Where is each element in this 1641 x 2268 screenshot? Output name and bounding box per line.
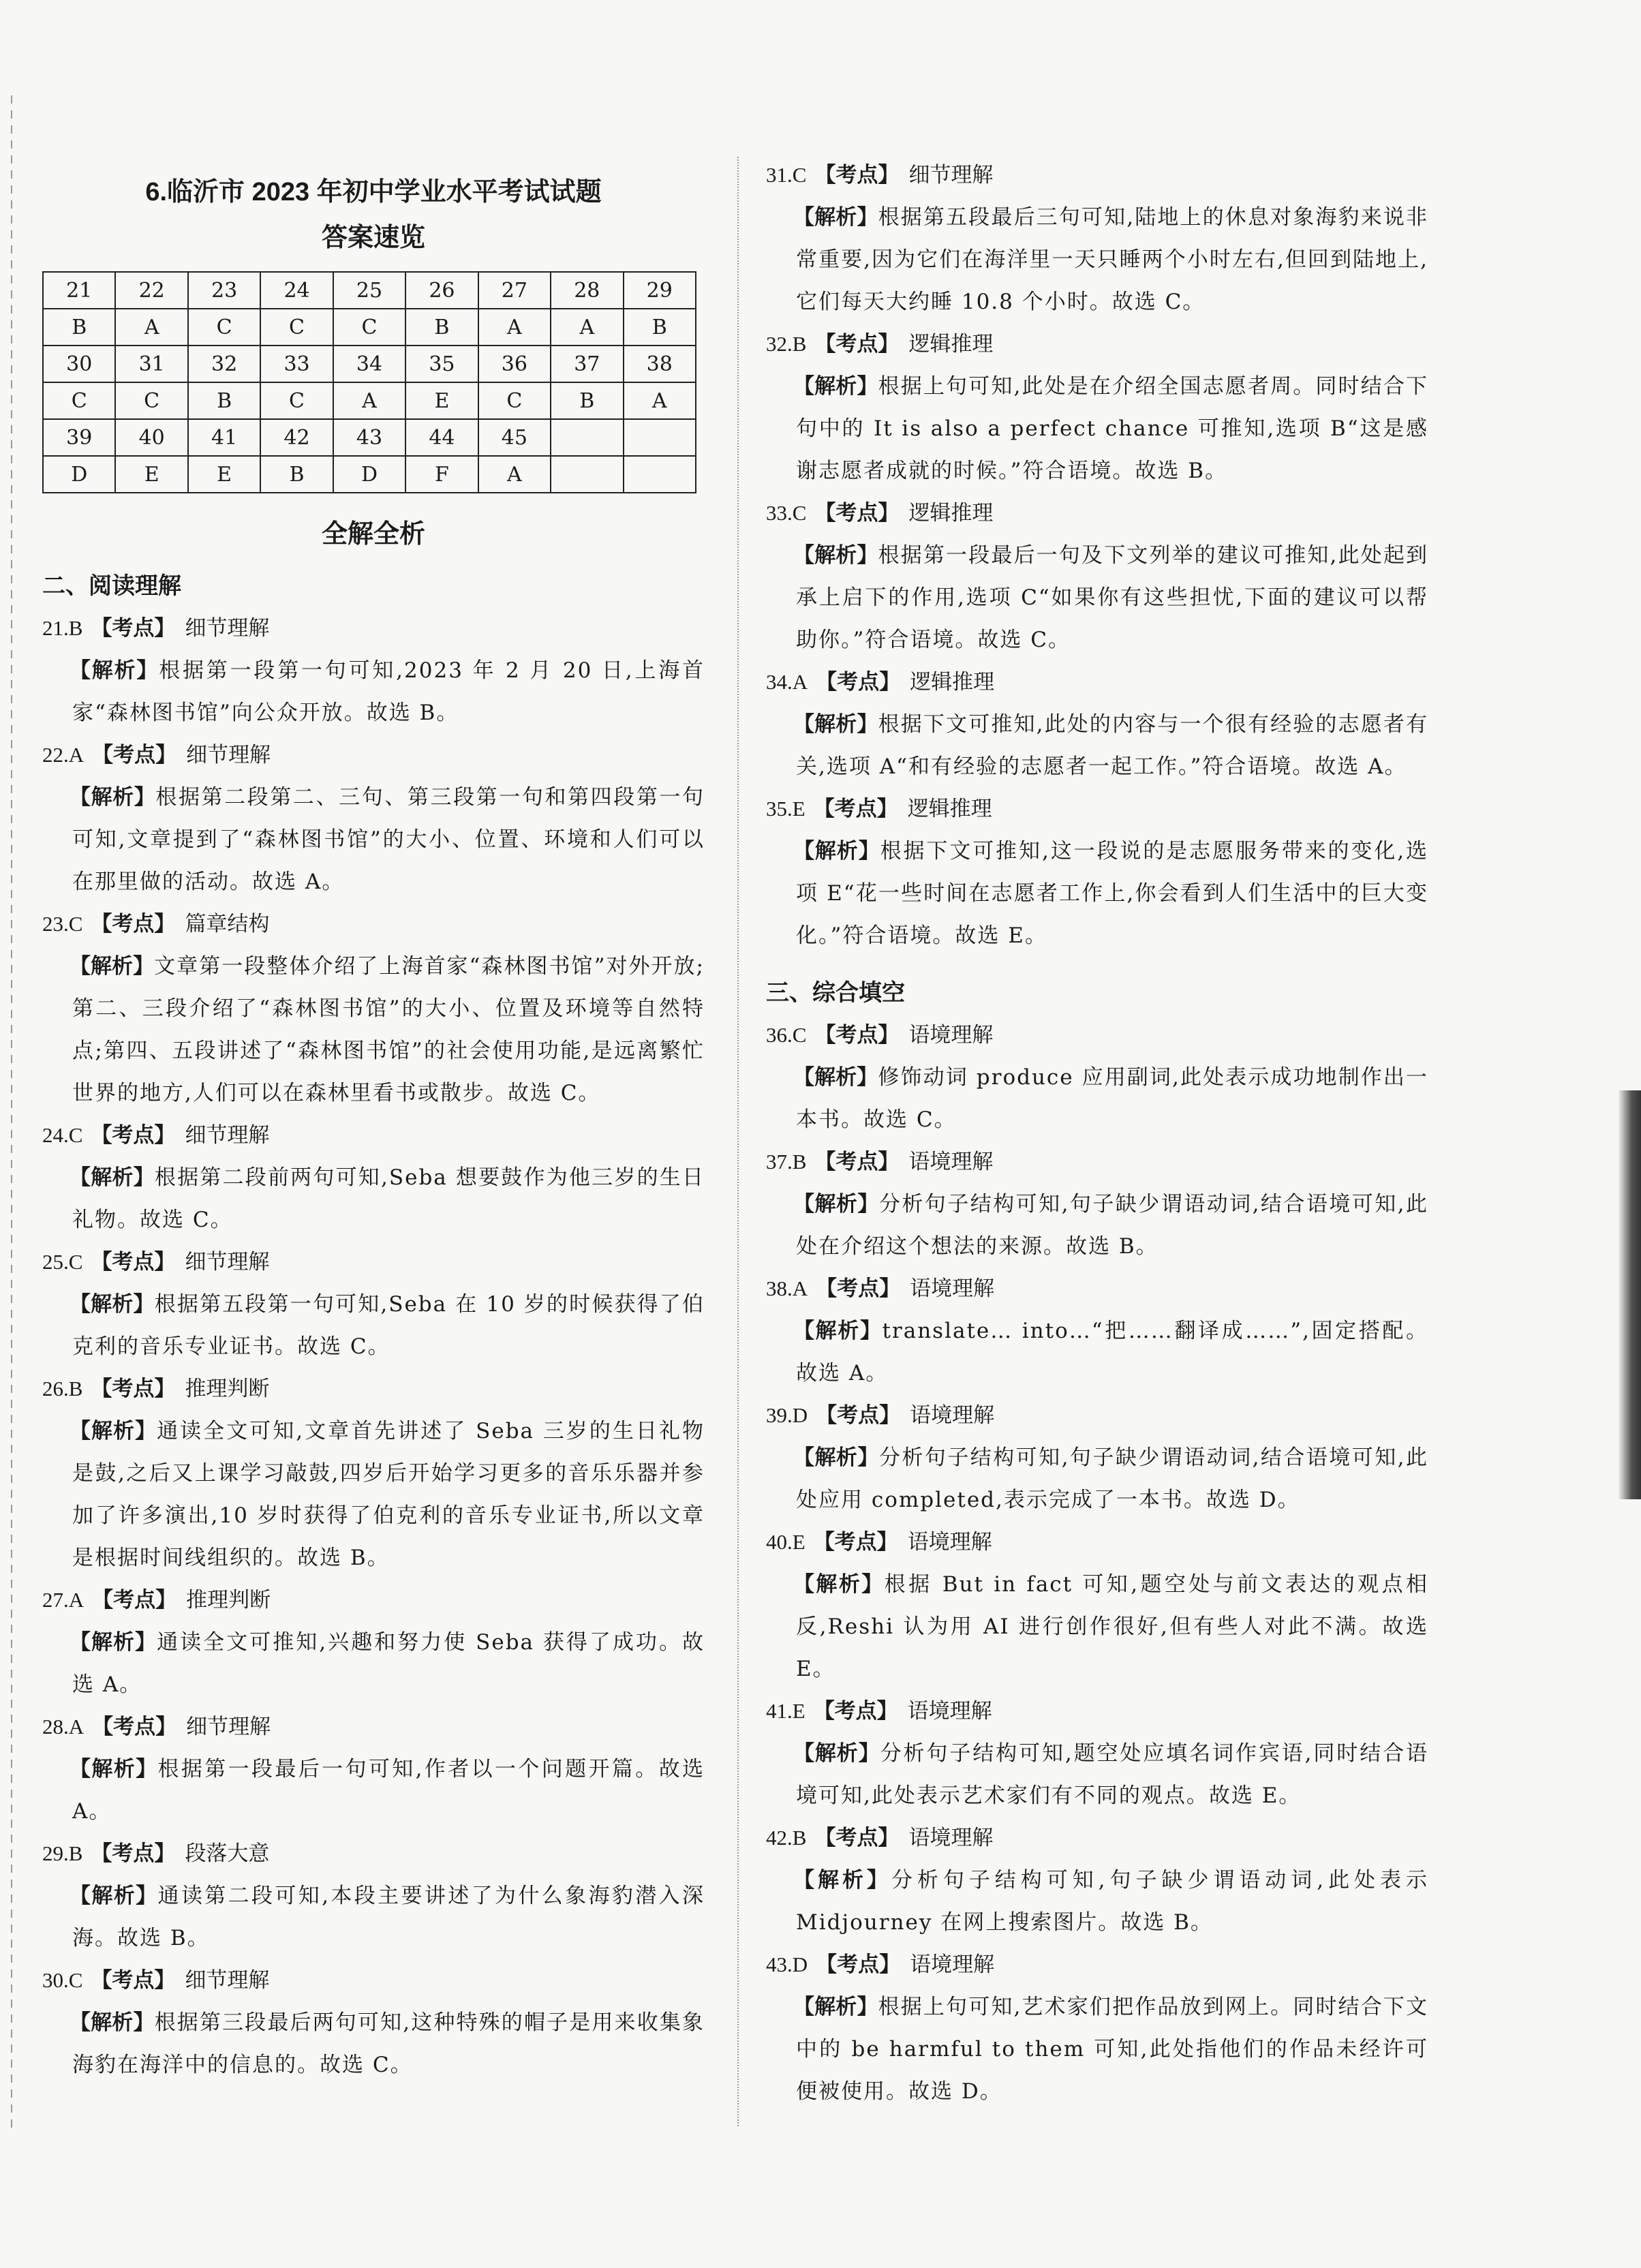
answer-entry xyxy=(42,734,705,903)
analysis-text xyxy=(766,1859,1428,1944)
answer-entry xyxy=(42,1959,705,2086)
jiexi-label: 【解析】 xyxy=(793,712,878,736)
kaodian-label: 【考点】 xyxy=(813,1530,898,1554)
jiexi-label: 【解析】 xyxy=(793,1741,880,1765)
jiexi-label: 【解析】 xyxy=(793,1319,883,1343)
answer-cell: 26 xyxy=(405,272,478,309)
answer-cell: B xyxy=(260,456,333,493)
kaodian-type: 语境理解 xyxy=(908,1826,994,1850)
question-number: 26.B xyxy=(42,1377,83,1400)
analysis-text xyxy=(42,776,705,903)
answer-entry xyxy=(42,1579,705,1706)
question-number: 38.A xyxy=(766,1276,808,1300)
section-heading: 二、阅读理解 xyxy=(42,573,181,599)
question-number: 23.C xyxy=(42,912,83,936)
answer-cell: 37 xyxy=(551,346,623,382)
question-number: 32.B xyxy=(766,332,807,356)
kaodian-label: 【考点】 xyxy=(814,1023,900,1047)
kaodian-label: 【考点】 xyxy=(813,797,898,821)
analysis-body: 根据第二段前两句可知,Seba 想要鼓作为他三岁的生日礼物。故选 C。 xyxy=(72,1165,705,1232)
question-number: 24.C xyxy=(42,1123,83,1147)
question-number: 40.E xyxy=(766,1530,806,1554)
analysis-text xyxy=(766,1056,1428,1141)
page-title: 6.临沂市 2023 年初中学业水平考试试题 xyxy=(145,178,602,206)
answer-entry xyxy=(766,1817,1428,1944)
analysis-body: 根据第五段最后三句可知,陆地上的休息对象海豹来说非常重要,因为它们在海洋里一天只睡两个小时左右,但回到陆地上,它们每天大约睡 10.8 个小时。故选 C。 xyxy=(796,205,1428,314)
jiexi-label: 【解析】 xyxy=(793,1065,878,1089)
kaodian-label: 【考点】 xyxy=(814,1826,900,1850)
answer-cell: 36 xyxy=(478,346,551,382)
analysis-text xyxy=(766,365,1428,492)
question-line xyxy=(42,1114,705,1156)
answer-entry xyxy=(766,788,1428,957)
answer-cell: B xyxy=(624,309,696,346)
answer-cell: A xyxy=(478,309,551,346)
scan-shadow xyxy=(1618,1090,1641,1499)
answer-entry xyxy=(766,1521,1428,1690)
answer-cell: 27 xyxy=(478,272,551,309)
question-line xyxy=(766,1817,1428,1859)
answer-entry xyxy=(766,323,1428,492)
full-analysis-heading: 全解全析 xyxy=(321,518,425,549)
kaodian-type: 细节理解 xyxy=(185,1968,270,1993)
question-line xyxy=(42,1579,705,1621)
kaodian-label: 【考点】 xyxy=(91,1968,176,1992)
answer-entry xyxy=(42,607,705,734)
kaodian-type: 语境理解 xyxy=(910,1403,995,1428)
question-number: 42.B xyxy=(766,1826,807,1850)
answer-cell: C xyxy=(260,309,333,346)
answer-letter-row xyxy=(43,309,696,346)
analysis-text xyxy=(766,1732,1428,1817)
kaodian-type: 语境理解 xyxy=(907,1699,992,1723)
answer-cell: 38 xyxy=(624,346,696,382)
analysis-body: 根据下文可推知,此处的内容与一个很有经验的志愿者有关,选项 A“和有经验的志愿者一起工作。”符合语境。故选 A。 xyxy=(796,712,1428,779)
answer-cell: 30 xyxy=(43,346,115,382)
jiexi-label: 【解析】 xyxy=(793,1572,885,1596)
answer-cell: 40 xyxy=(115,419,187,456)
jiexi-label: 【解析】 xyxy=(70,1630,157,1654)
answer-entry xyxy=(42,1368,705,1579)
analysis-text xyxy=(42,1156,705,1241)
analysis-body: translate… into…“把……翻译成……”,固定搭配。故选 A。 xyxy=(796,1319,1428,1385)
answer-entry xyxy=(766,492,1428,661)
answer-cell: F xyxy=(405,456,478,493)
kaodian-type: 逻辑推理 xyxy=(908,501,994,525)
answer-entry xyxy=(42,903,705,1114)
jiexi-label: 【解析】 xyxy=(793,1995,878,2019)
question-line xyxy=(766,788,1428,830)
kaodian-type: 细节理解 xyxy=(185,1123,270,1148)
answer-letter-row xyxy=(43,456,696,493)
question-line xyxy=(42,1241,705,1283)
answer-cell: 45 xyxy=(478,419,551,456)
kaodian-label: 【考点】 xyxy=(816,670,901,694)
analysis-text xyxy=(766,1986,1428,2113)
analysis-body: 根据第一段最后一句可知,作者以一个问题开篇。故选 A。 xyxy=(72,1757,705,1824)
answer-cell: A xyxy=(551,309,623,346)
question-line xyxy=(42,1833,705,1875)
answer-entry xyxy=(42,1241,705,1368)
answer-number-row xyxy=(43,272,696,309)
answer-cell: 28 xyxy=(551,272,623,309)
answer-cell: B xyxy=(188,382,260,419)
answer-cell: 42 xyxy=(260,419,333,456)
analysis-text xyxy=(42,1283,705,1368)
kaodian-label: 【考点】 xyxy=(814,332,900,356)
kaodian-type: 细节理解 xyxy=(186,743,271,767)
analysis-body: 分析句子结构可知,句子缺少谓语动词,结合语境可知,此处在介绍这个想法的来源。故选 B。 xyxy=(796,1192,1429,1259)
question-number: 36.C xyxy=(766,1023,807,1047)
question-number: 34.A xyxy=(766,670,808,694)
question-number: 41.E xyxy=(766,1699,806,1723)
analysis-text xyxy=(42,1410,705,1579)
jiexi-label: 【解析】 xyxy=(70,1757,158,1781)
analysis-body: 分析句子结构可知,题空处应填名词作宾语,同时结合语境可知,此处表示艺术家们有不同的观点。故选 E。 xyxy=(796,1741,1429,1808)
analysis-text xyxy=(42,649,705,734)
kaodian-label: 【考点】 xyxy=(91,1250,176,1274)
answer-entry xyxy=(766,1141,1428,1268)
analysis-text xyxy=(766,1563,1428,1690)
left-column xyxy=(42,158,705,2086)
kaodian-type: 语境理解 xyxy=(907,1530,992,1554)
question-line xyxy=(42,607,705,649)
analysis-body: 根据第一段第一句可知,2023 年 2 月 20 日,上海首家“森林图书馆”向公众开放。故选 B。 xyxy=(72,658,705,725)
answer-cell: 32 xyxy=(188,346,260,382)
analysis-body: 文章第一段整体介绍了上海首家“森林图书馆”对外开放;第二、三段介绍了“森林图书馆”的大小、位置及环境等自然特点;第四、五段讲述了“森林图书馆”的社会使用功能,是远离繁忙世界的地方,人们可以在森林里看书或散步。故选 C。 xyxy=(72,954,705,1105)
answer-cell: 23 xyxy=(188,272,260,309)
kaodian-type: 推理判断 xyxy=(185,1377,270,1401)
answer-cell: 43 xyxy=(333,419,405,456)
question-number: 33.C xyxy=(766,501,807,525)
answer-cell xyxy=(624,456,696,493)
question-number: 37.B xyxy=(766,1150,807,1174)
kaodian-type: 推理判断 xyxy=(186,1588,271,1612)
answer-cell: A xyxy=(624,382,696,419)
question-line xyxy=(42,1368,705,1410)
answer-cell: C xyxy=(43,382,115,419)
question-line xyxy=(766,1141,1428,1183)
question-line xyxy=(766,1690,1428,1732)
section-heading: 三、综合填空 xyxy=(766,980,905,1006)
answer-cell: A xyxy=(115,309,187,346)
question-line xyxy=(766,492,1428,534)
analysis-body: 根据上句可知,此处是在介绍全国志愿者周。同时结合下句中的 It is also a perfect chance 可推知,选项 B“这是感谢志愿者成就的时候。”符合语境。故选 B。 xyxy=(796,374,1428,483)
answer-cell xyxy=(624,419,696,456)
answer-entry xyxy=(766,661,1428,788)
jiexi-label: 【解析】 xyxy=(793,543,878,567)
question-line xyxy=(42,734,705,776)
kaodian-label: 【考点】 xyxy=(92,1588,177,1612)
jiexi-label: 【解析】 xyxy=(70,1292,155,1316)
question-line xyxy=(42,1959,705,2002)
question-line xyxy=(42,903,705,945)
answer-cell: 41 xyxy=(188,419,260,456)
analysis-text xyxy=(766,703,1428,788)
analysis-text xyxy=(42,1621,705,1706)
analysis-body: 通读全文可知,文章首先讲述了 Seba 三岁的生日礼物是鼓,之后又上课学习敲鼓,四岁后开始学习更多的音乐乐器并参加了许多演出,10 岁时获得了伯克利的音乐专业证书,所以文章是根据时间线组织的。故选 B。 xyxy=(72,1419,705,1570)
analysis-body: 根据第五段第一句可知,Seba 在 10 岁的时候获得了伯克利的音乐专业证书。故选 C。 xyxy=(72,1292,705,1359)
answer-cell xyxy=(551,456,623,493)
question-number: 35.E xyxy=(766,797,806,821)
kaodian-type: 逻辑推理 xyxy=(910,670,995,694)
answer-cell: 24 xyxy=(260,272,333,309)
analysis-body: 根据第一段最后一句及下文列举的建议可推知,此处起到承上启下的作用,选项 C“如果你有这些担忧,下面的建议可以帮助你。”符合语境。故选 C。 xyxy=(796,543,1428,652)
answer-letter-row xyxy=(43,382,696,419)
answer-cell: C xyxy=(188,309,260,346)
question-line xyxy=(766,1394,1428,1437)
answer-cell: C xyxy=(478,382,551,419)
analysis-body: 修饰动词 produce 应用副词,此处表示成功地制作出一本书。故选 C。 xyxy=(796,1065,1429,1132)
answer-cell: 31 xyxy=(115,346,187,382)
kaodian-type: 语境理解 xyxy=(910,1952,995,1977)
kaodian-type: 细节理解 xyxy=(908,163,994,187)
jiexi-label: 【解析】 xyxy=(793,1192,879,1216)
answer-entry xyxy=(42,1706,705,1833)
answer-cell: 22 xyxy=(115,272,187,309)
question-line xyxy=(766,1268,1428,1310)
answer-cell: B xyxy=(551,382,623,419)
answer-cell: 25 xyxy=(333,272,405,309)
question-number: 43.D xyxy=(766,1952,808,1976)
answer-cell: 33 xyxy=(260,346,333,382)
analysis-text xyxy=(42,1875,705,1959)
answer-entry xyxy=(766,1268,1428,1394)
kaodian-label: 【考点】 xyxy=(91,1123,176,1147)
answer-cell: 39 xyxy=(43,419,115,456)
answer-cell: 29 xyxy=(624,272,696,309)
analysis-text xyxy=(766,1183,1428,1268)
jiexi-label: 【解析】 xyxy=(70,954,155,978)
answer-cell: A xyxy=(478,456,551,493)
kaodian-type: 篇章结构 xyxy=(185,912,270,936)
answer-cell: E xyxy=(188,456,260,493)
kaodian-label: 【考点】 xyxy=(814,1150,900,1174)
kaodian-label: 【考点】 xyxy=(814,163,900,187)
answer-entry xyxy=(766,1944,1428,2113)
answer-cell: 34 xyxy=(333,346,405,382)
kaodian-label: 【考点】 xyxy=(91,1841,176,1865)
kaodian-label: 【考点】 xyxy=(816,1403,901,1427)
question-line xyxy=(766,1014,1428,1056)
answer-cell: C xyxy=(260,382,333,419)
analysis-body: 根据 But in fact 可知,题空处与前文表达的观点相反,Reshi 认为用 AI 进行创作很好,但有些人对此不满。故选 E。 xyxy=(796,1572,1428,1681)
answer-entry xyxy=(766,154,1428,323)
answer-cell: C xyxy=(115,382,187,419)
answer-table xyxy=(42,271,696,493)
question-number: 31.C xyxy=(766,163,807,187)
analysis-body: 分析句子结构可知,句子缺少谓语动词,此处表示 Midjourney 在网上搜索图片。故选 B。 xyxy=(796,1868,1428,1935)
answer-cell: A xyxy=(333,382,405,419)
analysis-text xyxy=(42,945,705,1114)
kaodian-label: 【考点】 xyxy=(816,1952,901,1976)
answer-number-row xyxy=(43,346,696,382)
analysis-body: 根据下文可推知,这一段说的是志愿服务带来的变化,选项 E“花一些时间在志愿者工作上,你会看到人们生活中的巨大变化。”符合语境。故选 E。 xyxy=(796,839,1429,948)
answer-cell: 44 xyxy=(405,419,478,456)
analysis-text xyxy=(766,196,1428,323)
jiexi-label: 【解析】 xyxy=(70,2010,155,2034)
answer-entry xyxy=(766,1690,1428,1817)
question-line xyxy=(766,661,1428,703)
question-number: 25.C xyxy=(42,1250,83,1274)
answer-cell: C xyxy=(333,309,405,346)
answer-entry xyxy=(42,1833,705,1959)
answer-cell: 21 xyxy=(43,272,115,309)
question-number: 22.A xyxy=(42,743,85,767)
kaodian-type: 逻辑推理 xyxy=(908,332,994,356)
analysis-body: 通读第二段可知,本段主要讲述了为什么象海豹潜入深海。故选 B。 xyxy=(72,1884,705,1950)
answer-entry xyxy=(766,1014,1428,1141)
analysis-body: 根据第三段最后两句可知,这种特殊的帽子是用来收集象海豹在海洋中的信息的。故选 C。 xyxy=(72,2010,705,2077)
analysis-text xyxy=(766,1437,1428,1521)
right-entries xyxy=(766,154,1428,2113)
jiexi-label: 【解析】 xyxy=(793,839,880,863)
kaodian-label: 【考点】 xyxy=(92,743,177,767)
right-column xyxy=(766,154,1428,2113)
answer-cell: B xyxy=(43,309,115,346)
jiexi-label: 【解析】 xyxy=(70,658,159,682)
question-line xyxy=(42,1706,705,1748)
question-number: 29.B xyxy=(42,1841,83,1865)
kaodian-label: 【考点】 xyxy=(814,501,900,525)
analysis-body: 根据第二段第二、三句、第三段第一句和第四段第一句可知,文章提到了“森林图书馆”的大小、位置、环境和人们可以在那里做的活动。故选 A。 xyxy=(72,785,705,894)
kaodian-label: 【考点】 xyxy=(91,1377,176,1400)
kaodian-type: 细节理解 xyxy=(185,616,270,641)
analysis-text xyxy=(766,830,1428,957)
question-line xyxy=(766,323,1428,365)
analysis-body: 分析句子结构可知,句子缺少谓语动词,结合语境可知,此处应用 completed,表示完成了一本书。故选 D。 xyxy=(796,1445,1429,1512)
answer-cell xyxy=(551,419,623,456)
kaodian-type: 细节理解 xyxy=(185,1250,270,1274)
left-entries xyxy=(42,565,705,2086)
jiexi-label: 【解析】 xyxy=(793,374,878,398)
jiexi-label: 【解析】 xyxy=(793,1868,891,1892)
question-number: 27.A xyxy=(42,1588,85,1612)
answer-entry xyxy=(766,1394,1428,1521)
question-line xyxy=(766,1521,1428,1563)
kaodian-label: 【考点】 xyxy=(816,1276,901,1300)
question-number: 21.B xyxy=(42,616,83,640)
answer-entry xyxy=(42,1114,705,1241)
jiexi-label: 【解析】 xyxy=(70,785,156,809)
kaodian-label: 【考点】 xyxy=(91,616,176,640)
analysis-text xyxy=(42,2002,705,2086)
analysis-body: 根据上句可知,艺术家们把作品放到网上。同时结合下文中的 be harmful to them 可知,此处指他们的作品未经许可便被使用。故选 D。 xyxy=(796,1995,1428,2104)
jiexi-label: 【解析】 xyxy=(70,1165,155,1189)
analysis-body: 通读全文可推知,兴趣和努力使 Seba 获得了成功。故选 A。 xyxy=(72,1630,705,1697)
column-divider xyxy=(737,157,739,2126)
answer-cell: D xyxy=(43,456,115,493)
kaodian-type: 逻辑推理 xyxy=(907,797,992,821)
answer-cell: D xyxy=(333,456,405,493)
question-number: 30.C xyxy=(42,1968,83,1992)
kaodian-label: 【考点】 xyxy=(91,912,176,936)
kaodian-label: 【考点】 xyxy=(92,1715,177,1738)
scan-edge-marks xyxy=(11,95,12,2132)
kaodian-type: 段落大意 xyxy=(185,1841,270,1866)
question-line xyxy=(766,1944,1428,1986)
answer-overview-heading: 答案速览 xyxy=(321,221,425,252)
jiexi-label: 【解析】 xyxy=(793,205,878,229)
question-number: 39.D xyxy=(766,1403,808,1427)
answer-cell: E xyxy=(405,382,478,419)
kaodian-type: 语境理解 xyxy=(908,1150,994,1174)
jiexi-label: 【解析】 xyxy=(793,1445,879,1469)
analysis-text xyxy=(42,1748,705,1833)
question-line xyxy=(766,154,1428,196)
jiexi-label: 【解析】 xyxy=(70,1419,157,1443)
kaodian-type: 语境理解 xyxy=(908,1023,994,1047)
analysis-text xyxy=(766,1310,1428,1394)
answer-cell: B xyxy=(405,309,478,346)
answer-number-row xyxy=(43,419,696,456)
kaodian-type: 语境理解 xyxy=(910,1276,995,1301)
answer-cell: E xyxy=(115,456,187,493)
analysis-text xyxy=(766,534,1428,661)
kaodian-type: 细节理解 xyxy=(186,1715,271,1739)
kaodian-label: 【考点】 xyxy=(813,1699,898,1723)
answer-cell: 35 xyxy=(405,346,478,382)
jiexi-label: 【解析】 xyxy=(70,1884,158,1907)
question-number: 28.A xyxy=(42,1715,85,1738)
